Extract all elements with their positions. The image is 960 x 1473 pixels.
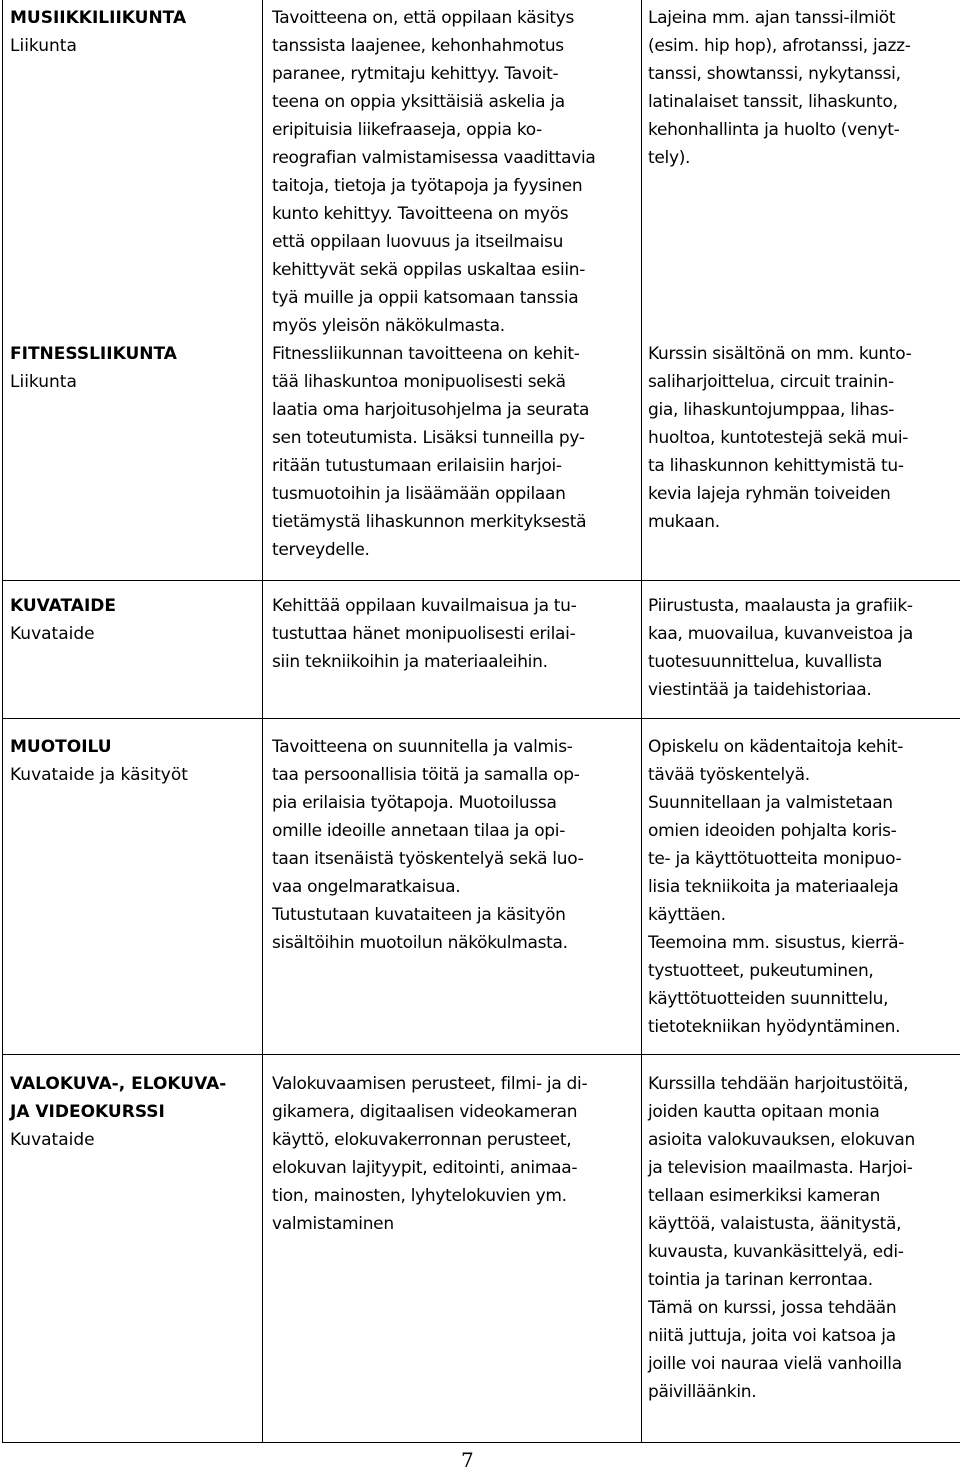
goals-line: käyttö, elokuvakerronnan perusteet, bbox=[272, 1130, 572, 1150]
goals-line: teena on oppia yksittäisiä askelia ja bbox=[272, 92, 565, 112]
goals-line: siin tekniikoihin ja materiaaleihin. bbox=[272, 652, 548, 672]
content-line: ja television maailmasta. Harjoi- bbox=[648, 1158, 913, 1178]
content-line: tely). bbox=[648, 148, 691, 168]
goals-line: paranee, rytmitaju kehittyy. Tavoit- bbox=[272, 64, 559, 84]
content-line: gia, lihaskuntojumppaa, lihas- bbox=[648, 400, 895, 420]
content-line: Opiskelu on kädentaitoja kehit- bbox=[648, 737, 904, 757]
goals-line: taa persoonallisia töitä ja samalla op- bbox=[272, 765, 580, 785]
content-line: (esim. hip hop), afrotanssi, jazz- bbox=[648, 36, 911, 56]
content-line: Lajeina mm. ajan tanssi-ilmiöt bbox=[648, 8, 896, 28]
goals-line: tustuttaa hänet monipuolisesti erilai- bbox=[272, 624, 576, 644]
goals-line: kehittyvät sekä oppilas uskaltaa esiin- bbox=[272, 260, 586, 280]
goals-line: omille ideoille annetaan tilaa ja opi- bbox=[272, 821, 566, 841]
table-border-bottom bbox=[2, 1442, 960, 1443]
course-title: MUSIIKKILIIKUNTA bbox=[10, 8, 187, 28]
course-title: MUOTOILU bbox=[10, 737, 112, 757]
row-divider-1 bbox=[2, 580, 960, 581]
goals-line: Valokuvaamisen perusteet, filmi- ja di- bbox=[272, 1074, 588, 1094]
goals-line: Tutustutaan kuvataiteen ja käsityön bbox=[272, 905, 566, 925]
content-cell bbox=[648, 733, 958, 1041]
content-cell bbox=[648, 1070, 958, 1406]
goals-line: Fitnessliikunnan tavoitteena on kehit- bbox=[272, 344, 580, 364]
course-cell bbox=[10, 1070, 258, 1154]
course-subject: Liikunta bbox=[10, 372, 77, 392]
goals-line: että oppilaan luovuus ja itseilmaisu bbox=[272, 232, 564, 252]
goals-line: Tavoitteena on, että oppilaan käsitys bbox=[272, 8, 575, 28]
content-line: latinalaiset tanssit, lihaskunto, bbox=[648, 92, 898, 112]
content-line: Kurssin sisältönä on mm. kunto- bbox=[648, 344, 912, 364]
content-line: saliharjoittelua, circuit trainin- bbox=[648, 372, 894, 392]
content-line: Suunnitellaan ja valmistetaan bbox=[648, 793, 893, 813]
goals-line: gikamera, digitaalisen videokameran bbox=[272, 1102, 578, 1122]
content-line: tellaan esimerkiksi kameran bbox=[648, 1186, 881, 1206]
content-line: tuotesuunnittelua, kuvallista bbox=[648, 652, 883, 672]
course-cell bbox=[10, 4, 258, 60]
content-line: Tämä on kurssi, jossa tehdään bbox=[648, 1298, 897, 1318]
goals-line: taan itsenäistä työskentelyä sekä luo- bbox=[272, 849, 584, 869]
goals-line: eripituisia liikefraaseja, oppia ko- bbox=[272, 120, 543, 140]
content-line: kehonhallinta ja huolto (venyt- bbox=[648, 120, 900, 140]
course-title: JA VIDEOKURSSI bbox=[10, 1102, 165, 1122]
goals-cell bbox=[272, 592, 638, 676]
row-divider-2 bbox=[2, 718, 960, 719]
content-cell bbox=[648, 340, 958, 536]
goals-cell bbox=[272, 340, 638, 564]
row-divider-3 bbox=[2, 1054, 960, 1055]
goals-line: terveydelle. bbox=[272, 540, 370, 560]
course-title: FITNESSLIIKUNTA bbox=[10, 344, 177, 364]
column-divider-2 bbox=[641, 0, 642, 1442]
course-title: VALOKUVA-, ELOKUVA- bbox=[10, 1074, 227, 1094]
content-line: tietotekniikan hyödyntäminen. bbox=[648, 1017, 901, 1037]
content-cell bbox=[648, 592, 958, 704]
content-line: ta lihaskunnon kehittymistä tu- bbox=[648, 456, 904, 476]
content-line: huoltoa, kuntotestejä sekä mui- bbox=[648, 428, 909, 448]
content-line: niitä juttuja, joita voi katsoa ja bbox=[648, 1326, 896, 1346]
goals-line: vaa ongelmaratkaisua. bbox=[272, 877, 461, 897]
content-line: joille voi nauraa vielä vanhoilla bbox=[648, 1354, 902, 1374]
goals-line: elokuvan lajityypit, editointi, animaa- bbox=[272, 1158, 578, 1178]
course-cell bbox=[10, 592, 258, 648]
content-line: tanssi, showtanssi, nykytanssi, bbox=[648, 64, 901, 84]
goals-line: tanssista laajenee, kehonhahmotus bbox=[272, 36, 564, 56]
content-line: viestintää ja taidehistoriaa. bbox=[648, 680, 872, 700]
goals-line: sisältöihin muotoilun näkökulmasta. bbox=[272, 933, 568, 953]
content-line: kevia lajeja ryhmän toiveiden bbox=[648, 484, 891, 504]
course-cell bbox=[10, 340, 258, 396]
goals-line: Kehittää oppilaan kuvailmaisua ja tu- bbox=[272, 596, 577, 616]
content-line: tävää työskentelyä. bbox=[648, 765, 810, 785]
goals-line: myös yleisön näkökulmasta. bbox=[272, 316, 505, 336]
goals-line: tietämystä lihaskunnon merkityksestä bbox=[272, 512, 587, 532]
content-cell bbox=[648, 4, 958, 172]
goals-cell bbox=[272, 4, 638, 340]
content-line: kuvausta, kuvankäsittelyä, edi- bbox=[648, 1242, 904, 1262]
goals-line: sen toteutumista. Lisäksi tunneilla py- bbox=[272, 428, 585, 448]
goals-line: laatia oma harjoitusohjelma ja seurata bbox=[272, 400, 590, 420]
content-line: käyttöä, valaistusta, äänitystä, bbox=[648, 1214, 902, 1234]
content-line: tystuotteet, pukeutuminen, bbox=[648, 961, 874, 981]
goals-line: reografian valmistamisessa vaadittavia bbox=[272, 148, 596, 168]
course-cell bbox=[10, 733, 258, 789]
content-line: omien ideoiden pohjalta koris- bbox=[648, 821, 897, 841]
goals-line: pia erilaisia työtapoja. Muotoilussa bbox=[272, 793, 557, 813]
content-line: käyttötuotteiden suunnittelu, bbox=[648, 989, 889, 1009]
content-line: Piirustusta, maalausta ja grafiik- bbox=[648, 596, 913, 616]
content-line: käyttäen. bbox=[648, 905, 726, 925]
goals-line: kunto kehittyy. Tavoitteena on myös bbox=[272, 204, 569, 224]
page-number: 7 bbox=[461, 1448, 474, 1472]
content-line: Teemoina mm. sisustus, kierrä- bbox=[648, 933, 905, 953]
content-line: lisia tekniikoita ja materiaaleja bbox=[648, 877, 899, 897]
course-subject: Kuvataide bbox=[10, 1130, 95, 1150]
goals-line: Tavoitteena on suunnitella ja valmis- bbox=[272, 737, 573, 757]
goals-line: tää lihaskuntoa monipuolisesti sekä bbox=[272, 372, 566, 392]
column-divider-1 bbox=[262, 0, 263, 1442]
goals-line: tyä muille ja oppii katsomaan tanssia bbox=[272, 288, 579, 308]
goals-line: ritään tutustumaan erilaisiin harjoi- bbox=[272, 456, 562, 476]
goals-line: tusmuotoihin ja lisäämään oppilaan bbox=[272, 484, 566, 504]
content-line: mukaan. bbox=[648, 512, 720, 532]
course-subject: Kuvataide ja käsityöt bbox=[10, 765, 188, 785]
course-title: KUVATAIDE bbox=[10, 596, 117, 616]
content-line: kaa, muovailua, kuvanveistoa ja bbox=[648, 624, 914, 644]
goals-cell bbox=[272, 1070, 638, 1238]
table-border-left bbox=[2, 0, 3, 1442]
content-line: asioita valokuvauksen, elokuvan bbox=[648, 1130, 915, 1150]
goals-line: valmistaminen bbox=[272, 1214, 394, 1234]
course-subject: Liikunta bbox=[10, 36, 77, 56]
course-subject: Kuvataide bbox=[10, 624, 95, 644]
goals-line: tion, mainosten, lyhytelokuvien ym. bbox=[272, 1186, 567, 1206]
content-line: Kurssilla tehdään harjoitustöitä, bbox=[648, 1074, 909, 1094]
content-line: te- ja käyttötuotteita monipuo- bbox=[648, 849, 902, 869]
content-line: päivilläänkin. bbox=[648, 1382, 757, 1402]
goals-line: taitoja, tietoja ja työtapoja ja fyysinen bbox=[272, 176, 583, 196]
content-line: tointia ja tarinan kerrontaa. bbox=[648, 1270, 873, 1290]
content-line: joiden kautta opitaan monia bbox=[648, 1102, 880, 1122]
goals-cell bbox=[272, 733, 638, 957]
